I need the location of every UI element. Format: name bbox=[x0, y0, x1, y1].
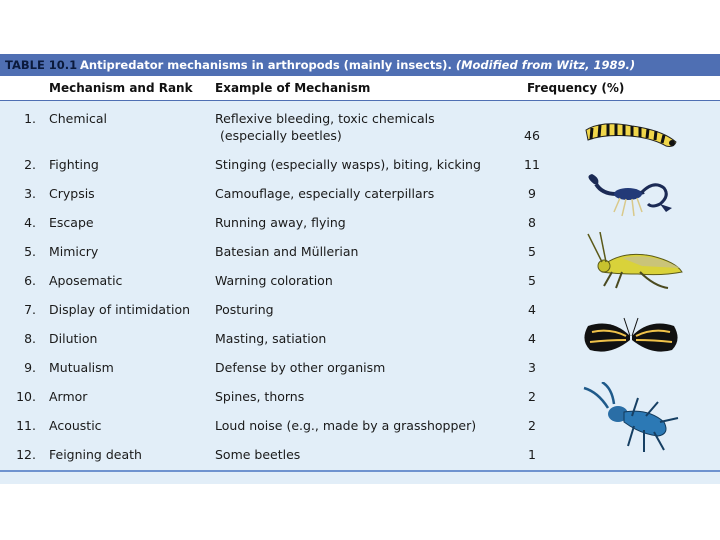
table-title-text: Antipredator mechanisms in arthropods (mainly insects). bbox=[80, 58, 452, 72]
row-frequency: 4 bbox=[528, 331, 536, 346]
row-mechanism: Mutualism bbox=[49, 360, 114, 375]
butterfly-icon bbox=[582, 316, 680, 358]
row-mechanism: Feigning death bbox=[49, 447, 142, 462]
row-mechanism: Acoustic bbox=[49, 418, 102, 433]
row-rank: 1. bbox=[24, 111, 36, 126]
row-rank: 8. bbox=[24, 331, 36, 346]
beetle-icon bbox=[578, 382, 682, 456]
header-divider bbox=[0, 100, 720, 101]
row-rank: 5. bbox=[24, 244, 36, 259]
row-rank: 11. bbox=[16, 418, 36, 433]
row-mechanism: Display of intimidation bbox=[49, 302, 191, 317]
row-example: Reflexive bleeding, toxic chemicals bbox=[215, 111, 435, 126]
table-header-row bbox=[0, 76, 720, 100]
row-example: Posturing bbox=[215, 302, 274, 317]
row-frequency: 4 bbox=[528, 302, 536, 317]
row-frequency: 3 bbox=[528, 360, 536, 375]
row-mechanism: Armor bbox=[49, 389, 88, 404]
row-example: Camouflage, especially caterpillars bbox=[215, 186, 435, 201]
row-frequency: 1 bbox=[528, 447, 536, 462]
row-rank: 2. bbox=[24, 157, 36, 172]
table-row bbox=[0, 360, 720, 380]
row-example: Running away, flying bbox=[215, 215, 346, 230]
row-frequency: 2 bbox=[528, 389, 536, 404]
row-example: Warning coloration bbox=[215, 273, 333, 288]
row-mechanism: Crypsis bbox=[49, 186, 95, 201]
row-example-line2: (especially beetles) bbox=[220, 128, 342, 143]
row-rank: 4. bbox=[24, 215, 36, 230]
header-mechanism: Mechanism and Rank bbox=[49, 81, 193, 95]
header-example: Example of Mechanism bbox=[215, 81, 371, 95]
caterpillar-icon bbox=[582, 116, 680, 152]
header-frequency: Frequency (%) bbox=[527, 81, 625, 95]
row-rank: 10. bbox=[16, 389, 36, 404]
table-source: (Modified from Witz, 1989.) bbox=[455, 58, 636, 72]
row-mechanism: Fighting bbox=[49, 157, 99, 172]
table-title bbox=[80, 54, 635, 76]
row-mechanism: Chemical bbox=[49, 111, 107, 126]
grasshopper-icon bbox=[582, 232, 686, 292]
row-example: Defense by other organism bbox=[215, 360, 386, 375]
row-frequency: 5 bbox=[528, 244, 536, 259]
row-mechanism: Mimicry bbox=[49, 244, 99, 259]
table-title-bar bbox=[0, 54, 720, 76]
row-rank: 9. bbox=[24, 360, 36, 375]
row-mechanism: Dilution bbox=[49, 331, 98, 346]
row-rank: 12. bbox=[16, 447, 36, 462]
antipredator-table bbox=[0, 54, 720, 484]
row-example: Masting, satiation bbox=[215, 331, 327, 346]
row-frequency: 5 bbox=[528, 273, 536, 288]
scorpion-icon bbox=[582, 174, 674, 220]
row-rank: 3. bbox=[24, 186, 36, 201]
row-example: Stinging (especially wasps), biting, kicking bbox=[215, 157, 481, 172]
row-frequency: 9 bbox=[528, 186, 536, 201]
row-frequency: 11 bbox=[524, 157, 540, 172]
row-example: Spines, thorns bbox=[215, 389, 305, 404]
row-frequency: 2 bbox=[528, 418, 536, 433]
row-mechanism: Escape bbox=[49, 215, 94, 230]
row-example: Loud noise (e.g., made by a grasshopper) bbox=[215, 418, 477, 433]
row-rank: 7. bbox=[24, 302, 36, 317]
row-frequency: 46 bbox=[524, 128, 540, 143]
row-example: Batesian and Müllerian bbox=[215, 244, 359, 259]
row-mechanism: Aposematic bbox=[49, 273, 123, 288]
row-frequency: 8 bbox=[528, 215, 536, 230]
table-number: TABLE 10.1 bbox=[5, 58, 78, 72]
table-bottom-rule bbox=[0, 470, 720, 472]
row-rank: 6. bbox=[24, 273, 36, 288]
row-example: Some beetles bbox=[215, 447, 301, 462]
